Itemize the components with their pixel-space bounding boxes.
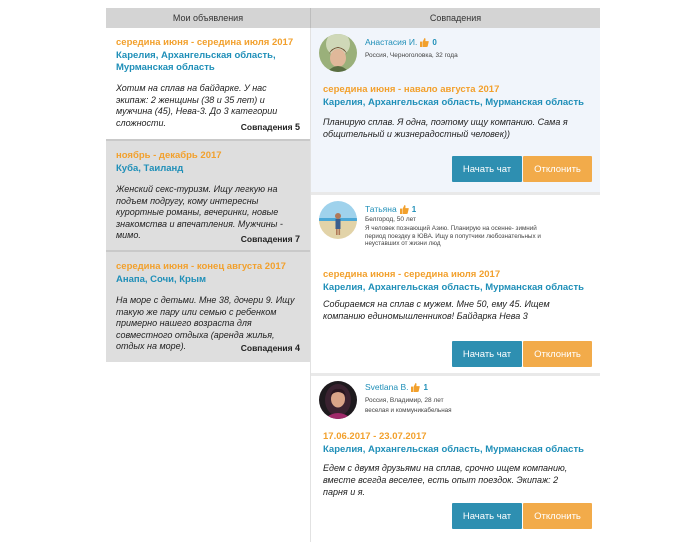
ad-text: На море с детьми. Мне 38, дочери 9. Ищу такую же пару или семью с ребенком примерно нашего возраста для совместного отдыха (аренда жилья, отдых на море). [116,295,295,351]
likes-count: 1 [423,382,428,392]
user-avatar[interactable] [319,34,357,72]
user-name[interactable]: Татьяна [365,204,397,214]
match-place: Карелия, Архангельская область, Мурманская область [323,282,584,293]
ad-match-count[interactable] [241,343,300,353]
decline-button[interactable]: Отклонить [523,156,592,182]
user-meta: Белгород, 50 лет [365,216,416,223]
start-chat-button[interactable]: Начать чат [452,341,522,367]
thumbs-up-icon[interactable] [400,205,409,214]
start-chat-button[interactable]: Начать чат [452,156,522,182]
likes-count: 0 [432,37,437,47]
ad-text: Женский секс-туризм. Ищу легкую на подъем подругу, кому интересны курортные романы, вечеринки, новые знакомства и впечатления. Мужчины - мимо. [116,184,283,240]
user-meta: Россия, Черноголовка, 32 года [365,52,458,59]
my-ad-card[interactable] [106,141,310,250]
ad-match-count[interactable] [241,122,300,132]
user-name[interactable]: Svetlana B. [365,382,409,392]
ad-dates: ноябрь - декабрь 2017 [116,150,222,161]
ad-text: Хотим на сплав на байдарке. У нас экипаж: 2 женщины (38 и 35 лет) и мужчина (45), Нева-3. До 3 категории сложности. [116,83,278,128]
user-name-row [365,37,437,47]
ad-place: Карелия, Архангельская область, Мурманская область [116,50,276,73]
ad-place: Анапа, Сочи, Крым [116,274,206,285]
user-name-row [365,382,428,392]
ad-match-count-label: Совпадения [240,234,293,244]
ad-dates: середина июня - середина июля 2017 [116,37,294,48]
match-place: Карелия, Архангельская область, Мурманская область [323,97,584,108]
my-ad-card[interactable] [106,28,310,139]
my-ads-header: Мои объявления [106,8,310,28]
user-avatar[interactable] [319,381,357,419]
user-meta: Россия, Владимир, 28 лет [365,397,444,404]
ad-match-count[interactable] [241,234,300,244]
ad-match-count-number: 7 [294,234,300,244]
match-text: Планирую сплав. Я одна, поэтому ищу компанию. Сама я общительный и жизнерадостный человек)) [323,117,568,139]
thumbs-up-icon[interactable] [411,383,420,392]
matches-header: Совпадения [310,8,600,28]
user-name-row [365,204,416,214]
match-card [311,376,600,542]
my-ad-card[interactable] [106,252,310,362]
decline-button[interactable]: Отклонить [523,503,592,529]
match-dates: середина июня - середина июля 2017 [323,269,501,280]
ad-match-count-label: Совпадения [240,122,293,132]
decline-button[interactable]: Отклонить [523,341,592,367]
user-avatar[interactable] [319,201,357,239]
match-dates: 17.06.2017 - 23.07.2017 [323,431,427,442]
match-card [311,195,600,373]
ad-match-count-number: 4 [294,343,300,353]
ad-place: Куба, Таиланд [116,163,184,174]
match-text: Собираемся на сплав с мужем. Мне 50, ему 45. Ищем компанию единомышленников! Байдарка Нева 3 [323,299,550,321]
start-chat-button[interactable]: Начать чат [452,503,522,529]
user-name[interactable]: Анастасия И. [365,37,418,47]
ad-match-count-number: 5 [294,122,300,132]
likes-count: 1 [411,204,417,214]
ad-match-count-label: Совпадения [240,343,293,353]
match-card [311,28,600,192]
match-text: Едем с двумя друзьями на сплав, срочно ищем компанию, вместе всегда веселее, есть опыт поездок. Экипаж: 2 парня и я. [323,463,568,497]
match-place: Карелия, Архангельская область, Мурманская область [323,444,584,455]
match-dates: середина июня - навало августа 2017 [323,84,500,95]
user-about: Я человек познающий Азию. Планирую на осенне- зимний период поездку в ЮВА. Ищу в попутчики любознательных и неуставших от жизни люд [365,225,541,248]
user-about: веселая и коммуникабельная [365,407,452,414]
ad-dates: середина июня - конец августа 2017 [116,261,286,272]
thumbs-up-icon[interactable] [420,38,429,47]
